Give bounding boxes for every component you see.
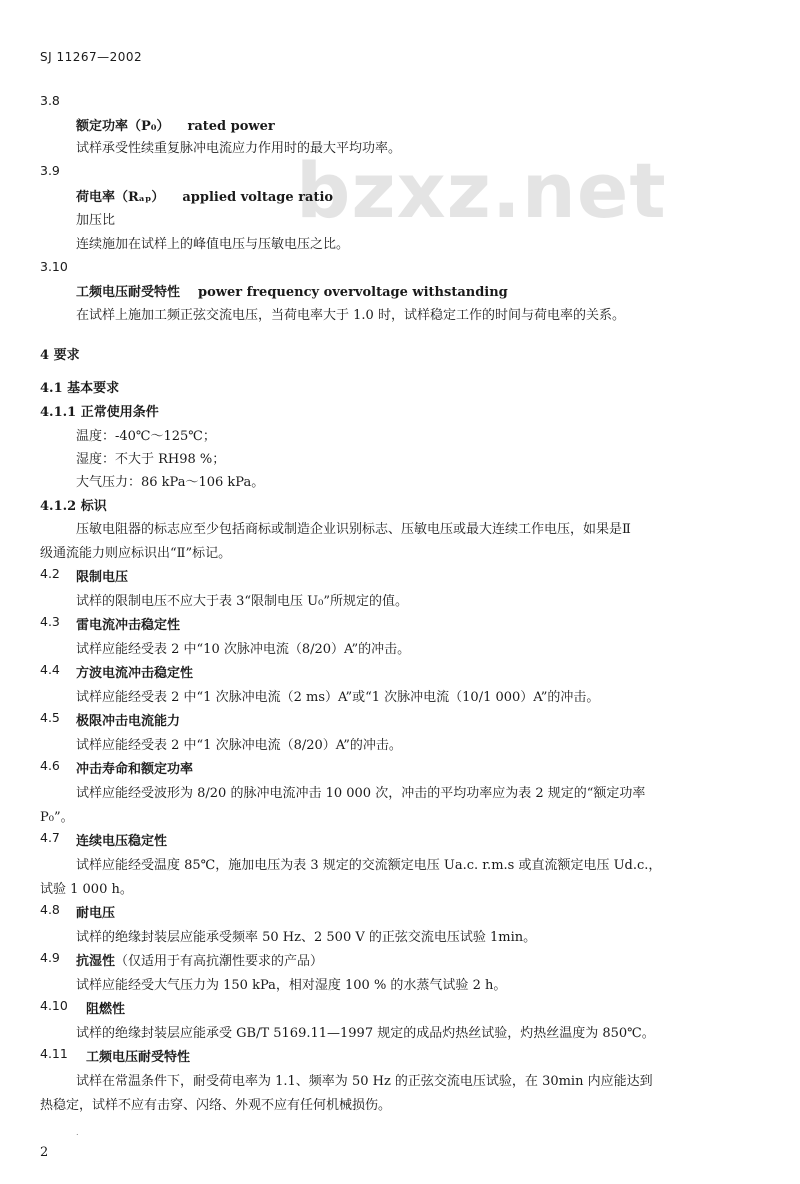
text-line: P₀”。	[40, 810, 74, 825]
document-header: SJ 11267—2002	[40, 50, 143, 64]
clause-number: 4.3	[40, 614, 60, 629]
subsection-heading: 4.1 基本要求	[40, 381, 120, 396]
clause-number: 4.4	[40, 662, 60, 677]
text-line: 试样的限制电压不应大于表 3“限制电压 U₀”所规定的值。	[76, 594, 408, 609]
text-line: 压敏电阻器的标志应至少包括商标或制造企业识别标志、压敏电压或最大连续工作电压，如果是Ⅱ	[76, 522, 631, 537]
clause-title: 连续电压稳定性	[76, 834, 168, 849]
clause-number: 4.5	[40, 710, 60, 725]
clause-number: 4.8	[40, 902, 60, 917]
text-line: 试样的绝缘封装层应能承受 GB/T 5169.11—1997 规定的成品灼热丝试验，灼热丝温度为 850℃。	[76, 1026, 655, 1041]
watermark: bzxz.net	[296, 146, 667, 235]
clause-title: 冲击寿命和额定功率	[76, 762, 194, 777]
subsection-heading: 4.1.1 正常使用条件	[40, 405, 159, 420]
clause-title	[76, 950, 323, 969]
text-line: 湿度：不大于 RH98 %；	[76, 452, 226, 467]
term-en: power frequency overvoltage withstanding	[198, 285, 508, 300]
term-alt: 加压比	[76, 213, 116, 228]
text-line: 试样应能经受表 2 中“1 次脉冲电流（2 ms）A”或“1 次脉冲电流（10/1 000）A”的冲击。	[76, 690, 600, 705]
clause-title: 雷电流冲击稳定性	[76, 618, 181, 633]
text-line: 大气压力：86 kPa～106 kPa。	[76, 475, 265, 490]
clause-title-note: （仅适用于有高抗潮性要求的产品）	[115, 954, 324, 969]
term-title	[76, 186, 333, 205]
clause-title: 限制电压	[76, 570, 129, 585]
term-cn: 荷电率（Rₐₚ）	[76, 190, 165, 205]
text-line: 试样应能经受大气压力为 150 kPa，相对湿度 100 % 的水蒸气试验 2 h。	[76, 978, 507, 993]
text-line: 试样应能经受波形为 8/20 的脉冲电流冲击 10 000 次，冲击的平均功率应为表 2 规定的“额定功率	[76, 786, 646, 801]
clause-title-text: 抗湿性	[76, 954, 116, 969]
clause-number: 4.2	[40, 566, 60, 581]
clause-number: 4.11	[40, 1046, 68, 1061]
term-title	[76, 281, 508, 300]
term-definition: 连续施加在试样上的峰值电压与压敏电压之比。	[76, 237, 350, 252]
text-line: 试样应能经受表 2 中“10 次脉冲电流（8/20）A”的冲击。	[76, 642, 411, 657]
clause-title: 极限冲击电流能力	[76, 714, 181, 729]
text-line: 热稳定，试样不应有击穿、闪络、外观不应有任何机械损伤。	[40, 1098, 392, 1113]
clause-number: 4.7	[40, 830, 60, 845]
clause-number: 3.8	[40, 93, 60, 108]
section-heading: 4 要求	[40, 348, 80, 363]
clause-number: 3.10	[40, 259, 68, 274]
clause-number: 4.6	[40, 758, 60, 773]
clause-number: 3.9	[40, 163, 60, 178]
clause-title: 方波电流冲击稳定性	[76, 666, 194, 681]
term-en: rated power	[187, 119, 275, 134]
text-line: 试样应能经受温度 85℃，施加电压为表 3 规定的交流额定电压 Ua.c. r.m.s 或直流额定电压 Ud.c.，	[76, 858, 662, 873]
subsection-heading: 4.1.2 标识	[40, 499, 107, 514]
text-line: 试样的绝缘封装层应能承受频率 50 Hz、2 500 V 的正弦交流电压试验 1min。	[76, 930, 537, 945]
term-definition: 在试样上施加工频正弦交流电压，当荷电率大于 1.0 时，试样稳定工作的时间与荷电率的关系。	[76, 308, 625, 323]
speck: .	[76, 1128, 79, 1137]
text-line: 试验 1 000 h。	[40, 882, 133, 897]
term-definition: 试样承受性续重复脉冲电流应力作用时的最大平均功率。	[76, 141, 402, 156]
text-line: 试样应能经受表 2 中“1 次脉冲电流（8/20）A”的冲击。	[76, 738, 402, 753]
term-en: applied voltage ratio	[182, 190, 334, 205]
text-line: 级通流能力则应标识出“Ⅱ”标记。	[40, 546, 232, 561]
clause-title: 阻燃性	[86, 1002, 126, 1017]
clause-title: 工频电压耐受特性	[86, 1050, 191, 1065]
text-line: 温度：-40℃～125℃；	[76, 429, 216, 444]
term-cn: 工频电压耐受特性	[76, 285, 181, 300]
clause-number: 4.9	[40, 950, 60, 965]
clause-number: 4.10	[40, 998, 68, 1013]
page-number: 2	[40, 1145, 49, 1160]
clause-title: 耐电压	[76, 906, 116, 921]
term-cn: 额定功率（P₀）	[76, 119, 170, 134]
text-line: 试样在常温条件下，耐受荷电率为 1.1、频率为 50 Hz 的正弦交流电压试验，在 30min 内应能达到	[76, 1074, 653, 1089]
term-title	[76, 115, 275, 134]
